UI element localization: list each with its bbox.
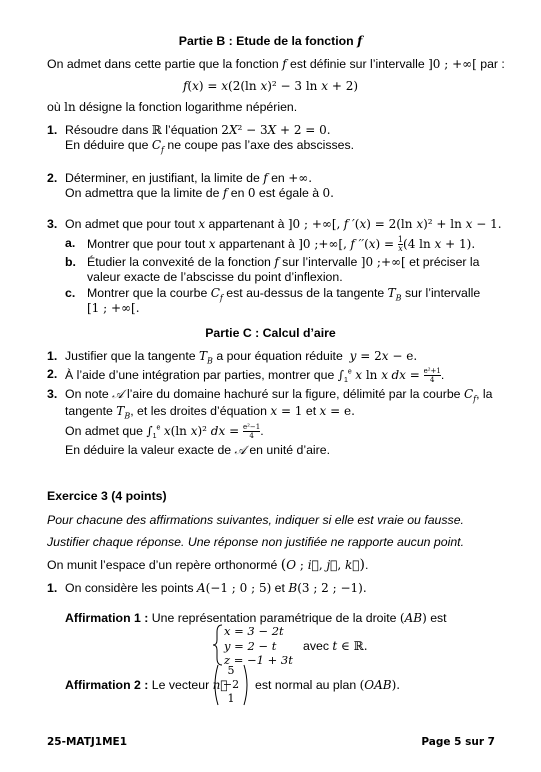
partB-q3b-line1: Étudier la convexité de la fonction f sur l’intervalle ]0 ;+∞[ et préciser la bbox=[87, 255, 480, 269]
system-line-x: x = 3 − 2t bbox=[224, 624, 284, 638]
affirmation1-line: Affirmation 1 : Une représentation paramétrique de la droite (AB) est bbox=[65, 611, 447, 625]
vector-component-2: −2 bbox=[222, 678, 240, 691]
partB-q2-line1: Déterminer, en justifiant, la limite de f en +∞. bbox=[65, 171, 313, 185]
affirmation2-line: Affirmation 2 : Le vecteur n⃗ bbox=[65, 678, 228, 692]
partB-q1-line1: Résoudre dans ℝ l’équation 2X² − 3X + 2 = 0. bbox=[65, 123, 331, 137]
partB-q3c-line2: [1 ; +∞[. bbox=[87, 301, 140, 315]
partB-q3-number: 3. bbox=[47, 217, 58, 231]
partB-q1-number: 1. bbox=[47, 123, 58, 137]
exercise3-instruction2: Justifier chaque réponse. Une réponse non justifiée ne rapporte aucun point. bbox=[47, 535, 465, 549]
partB-q3b-line2: valeur exacte de l’abscisse du point d’inflexion. bbox=[87, 270, 343, 284]
system-brace bbox=[212, 624, 224, 666]
partB-title: Partie B : Etude de la fonction f bbox=[178, 34, 363, 48]
vector-component-1: 5 bbox=[227, 664, 235, 677]
partB-q2-number: 2. bbox=[47, 171, 58, 185]
footer-page: Page 5 sur 7 bbox=[421, 736, 495, 748]
partC-q1-text: Justifier que la tangente $T_B$ a pour équation réduite y = 2x − e. bbox=[65, 349, 418, 366]
exercise3-instruction1: Pour chacune des affirmations suivantes, indiquer si elle est vraie ou fausse. bbox=[47, 513, 464, 527]
system-condition: avec t ∈ ℝ. bbox=[303, 639, 368, 653]
exercise3-q1-text: On considère les points A(−1 ; 0 ; 5) et B(3 ; 2 ; −1). bbox=[65, 581, 367, 595]
partB-q3c-label: c. bbox=[65, 286, 76, 300]
partB-formula: f(x) = x(2(ln x)² − 3 ln x + 2) bbox=[182, 79, 359, 93]
partC-q3-line2: tangente $T_B$, et les droites d’équation x = 1 et x = e. bbox=[65, 404, 355, 421]
exercise3-repere: On munit l’espace d’un repère orthonormé (O ; i⃗, j⃗, k⃗). bbox=[47, 557, 369, 573]
parametric-system bbox=[212, 624, 224, 669]
vector-component-3: 1 bbox=[227, 692, 235, 705]
exercise3-title: Exercice 3 (4 points) bbox=[47, 489, 167, 503]
partB-q3b-label: b. bbox=[65, 255, 76, 269]
partB-q1-line2: En déduire que $C_f$ ne coupe pas l’axe des abscisses. bbox=[65, 138, 355, 155]
partB-q3c-line1: Montrer que la courbe $C_f$ est au-dessus de la tangente $T_B$ sur l’intervalle bbox=[87, 286, 481, 303]
partB-ln-note: où ln désigne la fonction logarithme népérien. bbox=[47, 100, 298, 114]
partC-q2-number: 2. bbox=[47, 367, 58, 381]
footer-code: 25-MATJ1ME1 bbox=[47, 736, 128, 748]
affirmation2-end: est normal au plan (OAB). bbox=[255, 678, 401, 692]
partC-q2-text: À l’aide d’une intégration par parties, montrer que $\int_1^e$ x ln x dx = $\frac{\text{e²+1}}{4}$ . bbox=[65, 367, 445, 385]
partB-q3-text: On admet que pour tout x appartenant à ]0 ; +∞[, f ′(x) = 2(ln x)² + ln x − 1. bbox=[65, 217, 502, 231]
system-line-y: y = 2 − t bbox=[224, 639, 277, 653]
partC-title: Partie C : Calcul d’aire bbox=[205, 326, 336, 340]
partC-q3-line4: En déduire la valeur exacte de 𝒜 en unité d’aire. bbox=[65, 443, 330, 457]
system-line-z: z = −1 + 3t bbox=[224, 653, 293, 667]
partB-q2-line2: On admettra que la limite de f en 0 est égale à 0. bbox=[65, 186, 334, 200]
exercise3-q1-number: 1. bbox=[47, 581, 58, 595]
partB-q3a-text: Montrer que pour tout x appartenant à ]0 ;+∞[, f ′′(x) = $\frac{1}{x}$ (4 ln x + 1). bbox=[87, 235, 476, 253]
partC-q1-number: 1. bbox=[47, 349, 58, 363]
partB-intro: On admet dans cette partie que la fonction f est définie sur l’intervalle ]0 ; +∞[ par : bbox=[47, 57, 505, 71]
partB-q3a-label: a. bbox=[65, 236, 76, 250]
partC-q3-number: 3. bbox=[47, 387, 58, 401]
partC-q3-line1: On note 𝒜 l’aire du domaine hachuré sur la figure, délimité par la courbe $C_f$, la bbox=[65, 387, 493, 404]
partC-q3-line3: On admet que $\int_1^e$ x(ln x)² dx = $\frac{\text{e²−1}}{4}$ . bbox=[65, 423, 264, 441]
